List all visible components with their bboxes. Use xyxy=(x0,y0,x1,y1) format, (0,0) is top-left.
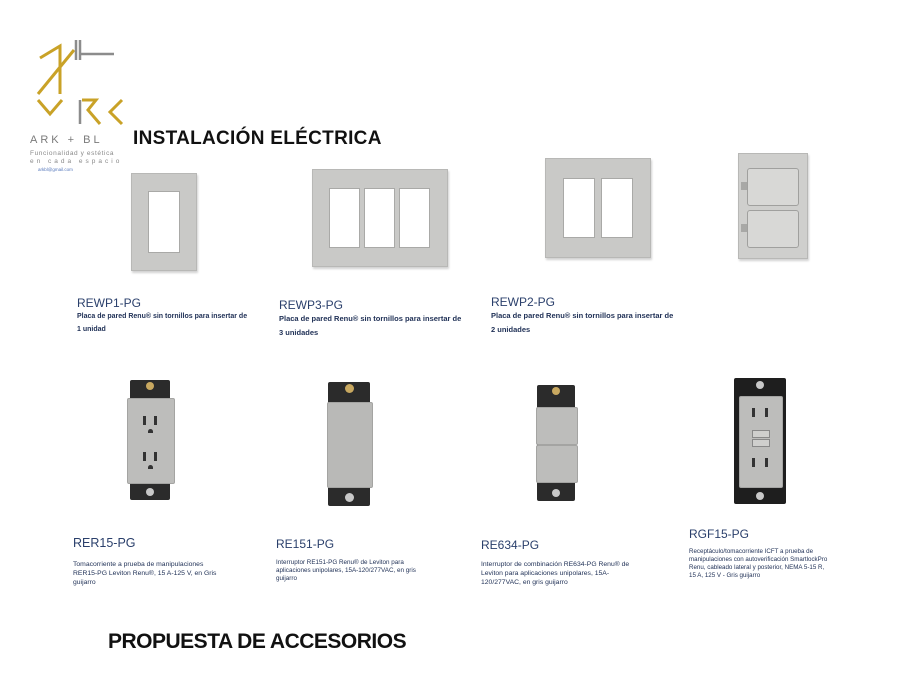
logo-name: ARK + BL xyxy=(30,134,103,146)
product-description: manipulaciones con autoverificación SmartlockPro xyxy=(689,556,828,563)
weatherproof-cover-image xyxy=(738,153,808,259)
logo-mark-icon xyxy=(30,38,140,134)
device-item-re634 xyxy=(481,538,671,587)
product-description: aplicaciones unipolares, 15A-120/277VAC, en gris xyxy=(276,567,416,574)
logo-url: arkbl@gmail.com xyxy=(38,167,73,172)
device-item-rer15 xyxy=(73,536,263,587)
product-description: 1 unidad xyxy=(77,326,106,333)
product-description: RER15-PG Leviton Renu®, 15 A-125 V, en Gris xyxy=(73,570,217,577)
plate-item-rewp3 xyxy=(279,298,489,340)
product-description: guijarro xyxy=(73,579,96,586)
product-description: Placa de pared Renu® sin tornillos para insertar de xyxy=(279,314,462,323)
device-item-rgf15 xyxy=(689,527,884,580)
plate-2-gang-image xyxy=(545,158,651,258)
receptacle-device-image xyxy=(122,380,178,500)
product-description: 120/277VAC, en gris guijarro xyxy=(481,579,568,586)
plate-3-gang-image xyxy=(312,169,448,267)
section-title: PROPUESTA DE ACCESORIOS xyxy=(108,630,407,653)
combination-switch-device-image xyxy=(530,385,582,501)
switch-device-image xyxy=(320,382,378,506)
product-description: Placa de pared Renu® sin tornillos para insertar de xyxy=(77,313,248,320)
page-title: INSTALACIÓN ELÉCTRICA xyxy=(133,128,382,149)
brand-logo xyxy=(30,38,140,178)
plate-item-rewp2 xyxy=(491,295,711,337)
logo-tagline-2: en cada espacio xyxy=(30,158,123,165)
device-item-re151 xyxy=(276,537,466,583)
product-code: RER15-PG xyxy=(73,536,136,550)
plate-1-gang-image xyxy=(131,173,197,271)
product-description: Receptáculo/tomacorriente ICFT a prueba de xyxy=(689,548,814,555)
product-description: 3 unidades xyxy=(279,328,319,337)
plate-item-rewp1 xyxy=(77,296,277,336)
product-code: REWP1-PG xyxy=(77,296,142,310)
logo-tagline-1: Funcionalidad y estética xyxy=(30,150,115,157)
product-description: Interruptor RE151-PG Renu® de Leviton para xyxy=(276,559,404,566)
product-code: RE634-PG xyxy=(481,538,540,552)
product-description: Renu, cableado lateral y posterior, NEMA 5-15 R, xyxy=(689,564,825,571)
product-description: guijarro xyxy=(276,575,297,582)
product-description: Leviton para aplicaciones unipolares, 15A- xyxy=(481,570,610,577)
product-code: RGF15-PG xyxy=(689,527,750,541)
product-description: Tomacorriente a prueba de manipulaciones xyxy=(73,561,204,568)
product-code: REWP2-PG xyxy=(491,295,556,309)
product-description: 15 A, 125 V - Gris guijarro xyxy=(689,572,761,579)
product-description: Placa de pared Renu® sin tornillos para insertar de xyxy=(491,311,674,320)
product-code: REWP3-PG xyxy=(279,298,344,312)
product-description: Interruptor de combinación RE634-PG Renu® de xyxy=(481,561,630,568)
product-code: RE151-PG xyxy=(276,537,335,551)
product-description: 2 unidades xyxy=(491,325,531,334)
gfci-receptacle-device-image xyxy=(734,378,786,504)
